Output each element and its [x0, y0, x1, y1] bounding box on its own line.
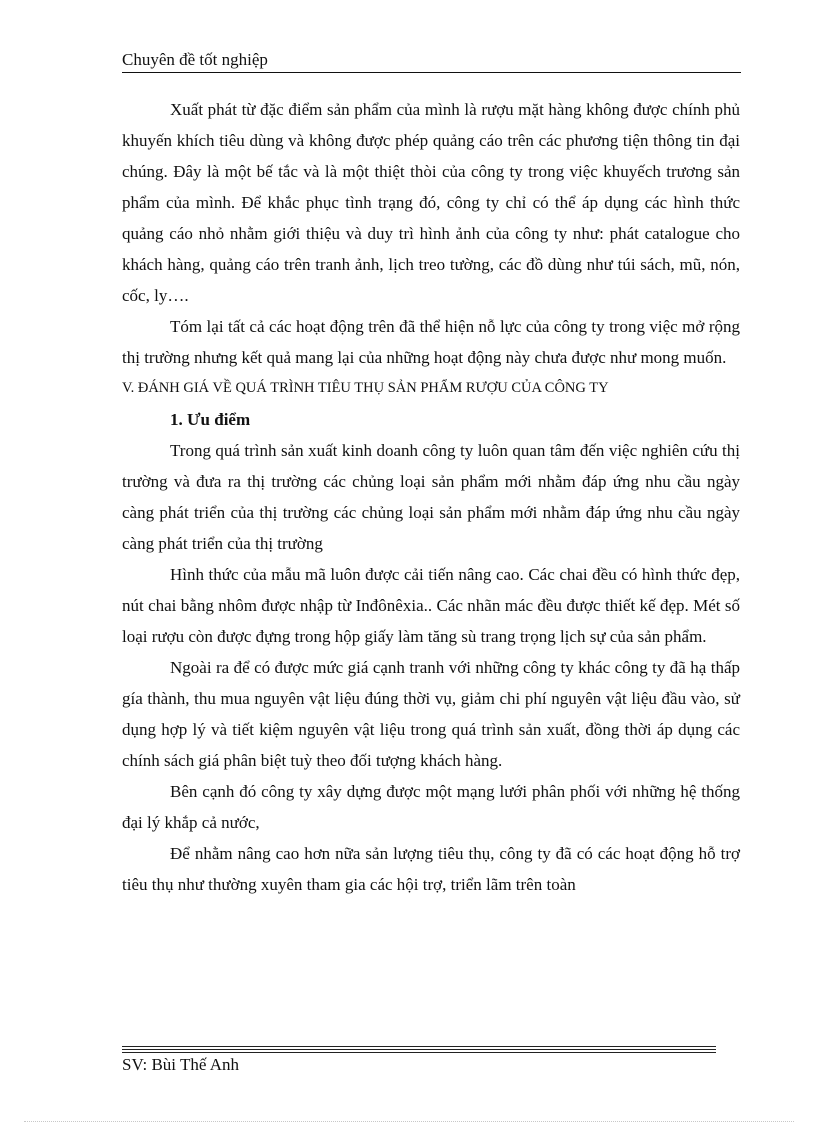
footer-rule-2	[122, 1049, 716, 1050]
page-bottom-edge	[24, 1121, 794, 1122]
footer-rule-1	[122, 1046, 716, 1047]
paragraph-summary: Tóm lại tất cả các hoạt động trên đã thể hiện nỗ lực của công ty trong việc mở rộng thị trường nhưng kết quả mang lại của những hoạt động này chưa được như mong muốn.	[122, 317, 740, 367]
paragraph-distribution: Bên cạnh đó công ty xây dựng được một mạng lưới phân phối với những hệ thống đại lý khắp cả nước,	[122, 782, 740, 832]
paragraph-packaging: Hình thức của mẫu mã luôn được cải tiến nâng cao. Các chai đều có hình thức đẹp, nút chai bằng nhôm được nhập từ Inđônêxia.. Các nhãn mác đều được thiết kế đẹp. Mét số loại rượu còn được đựng trong hộp giấy làm tăng sù trang trọng lịch sự của sản phẩm.	[122, 565, 740, 646]
paragraph-advertising-constraints: Xuất phát từ đặc điểm sản phẩm của mình là rượu mặt hàng không được chính phủ khuyến khích tiêu dùng và không được phép quảng cáo trên các phương tiện thông tin đại chúng. Đây là một bế tắc và là một thiệt thòi của công ty trong việc khuyếch trương sản phẩm của mình. Để khắc phục tình trạng đó, công ty chỉ có thể áp dụng các hình thức quảng cáo nhỏ nhằm giới thiệu và duy trì hình ảnh của công ty như: phát catalogue cho khách hàng, quảng cáo trên tranh ảnh, lịch treo tường, các đồ dùng như túi sách, mũ, nón, cốc, ly….	[122, 100, 740, 305]
paragraph-pricing: Ngoài ra để có được mức giá cạnh tranh với những công ty khác công ty đã hạ thấp gía thành, thu mua nguyên vật liệu đúng thời vụ, giảm chi phí nguyên vật liệu đầu vào, sử dụng hợp lý và tiết kiệm nguyên vật liệu trong quá trình sản xuất, đồng thời áp dụng các chính sách giá phân biệt tuỳ theo đối tượng khách hàng.	[122, 658, 740, 770]
sub-heading-advantages: 1. Ưu điểm	[170, 410, 251, 429]
footer-rule-3	[122, 1052, 716, 1053]
section-heading: V. ĐÁNH GIÁ VỀ QUÁ TRÌNH TIÊU THỤ SẢN PHẨM RƯỢU CỦA CÔNG TY	[122, 380, 609, 396]
footer-author: SV: Bùi Thế Anh	[122, 1055, 239, 1074]
paragraph-market-research: Trong quá trình sản xuất kinh doanh công ty luôn quan tâm đến việc nghiên cứu thị trường và đưa ra thị trường các chủng loại sản phẩm mới nhằm đáp ứng nhu cầu ngày càng phát triển của thị trường các chủng loại sản phẩm mới nhằm đáp ứng nhu cầu ngày càng phát triển của thị trường	[122, 441, 740, 553]
header-title: Chuyên đề tốt nghiệp	[122, 50, 268, 69]
page-header	[122, 49, 741, 73]
paragraph-sales-support: Để nhằm nâng cao hơn nữa sản lượng tiêu thụ, công ty đã có các hoạt động hỗ trợ tiêu thụ như thường xuyên tham gia các hội trợ, triển lãm trên toàn	[122, 844, 740, 894]
document-body	[122, 94, 740, 900]
